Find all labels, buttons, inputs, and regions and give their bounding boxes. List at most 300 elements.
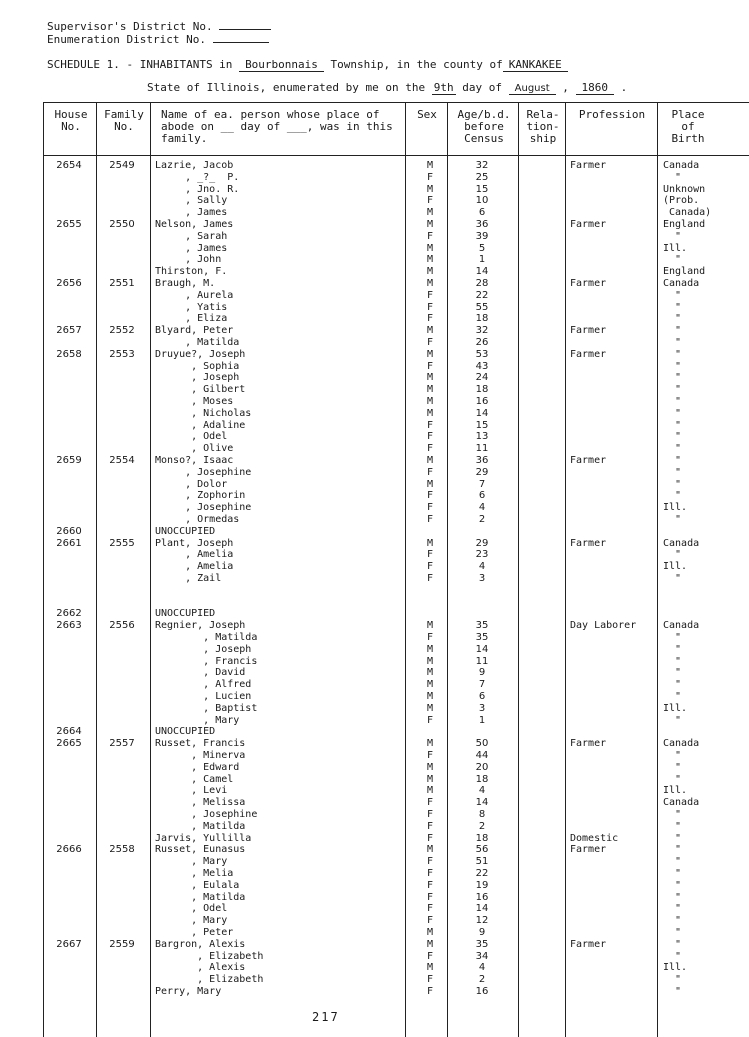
person-name: , Elizabeth bbox=[155, 974, 264, 986]
person-name: , Alfred bbox=[155, 679, 252, 691]
age: 4 bbox=[478, 785, 486, 797]
enumeration-district-blank bbox=[213, 42, 269, 43]
place-of-birth: " bbox=[663, 927, 682, 938]
place-of-birth: England bbox=[663, 219, 706, 230]
place-of-birth: " bbox=[663, 891, 682, 903]
sex: F bbox=[426, 832, 434, 844]
house-number: 2666 bbox=[56, 844, 82, 856]
house-number: 2654 bbox=[56, 160, 82, 171]
person-name: Russet, Eunasus bbox=[155, 844, 246, 856]
place-of-birth: " bbox=[663, 868, 682, 879]
enumeration-month: August bbox=[509, 83, 556, 95]
place-of-birth: " bbox=[663, 455, 682, 466]
family-number: 2552 bbox=[109, 325, 135, 337]
age: 19 bbox=[475, 879, 489, 891]
table-row bbox=[0, 868, 749, 880]
age: 35 bbox=[475, 620, 489, 632]
table-row bbox=[0, 667, 749, 679]
place-of-birth: " bbox=[663, 974, 682, 986]
place-of-birth: Ill. bbox=[663, 702, 688, 714]
sex: F bbox=[426, 974, 434, 986]
column-header-age: Age/b.d. before Census bbox=[457, 108, 511, 145]
sex: F bbox=[426, 915, 434, 927]
sex: M bbox=[426, 242, 434, 254]
age: 20 bbox=[475, 761, 489, 773]
age: 4 bbox=[478, 962, 486, 974]
place-of-birth: Ill. bbox=[663, 785, 688, 797]
sex: M bbox=[426, 207, 434, 219]
sex: F bbox=[426, 820, 434, 832]
place-of-birth: " bbox=[663, 337, 682, 348]
person-name: , Josephine bbox=[155, 809, 258, 820]
age: 34 bbox=[475, 950, 489, 962]
age: 24 bbox=[475, 372, 489, 384]
year-separator: , bbox=[562, 81, 569, 94]
table-row bbox=[0, 455, 749, 467]
age: 10 bbox=[475, 195, 489, 207]
table-row bbox=[0, 774, 749, 786]
state-prefix: State of Illinois, enumerated by me on the bbox=[147, 81, 426, 94]
person-name: Plant, Joseph bbox=[155, 537, 234, 549]
age: 12 bbox=[475, 915, 489, 927]
place-of-birth: " bbox=[663, 832, 682, 844]
person-name: , Melia bbox=[155, 868, 234, 879]
sex: F bbox=[426, 514, 434, 525]
sex: M bbox=[426, 537, 434, 549]
sex: F bbox=[426, 313, 434, 325]
table-row bbox=[0, 785, 749, 797]
place-of-birth: " bbox=[663, 632, 682, 643]
place-of-birth: " bbox=[663, 750, 682, 761]
place-of-birth: " bbox=[663, 254, 682, 266]
family-number: 2549 bbox=[109, 160, 135, 171]
column-header-birth: Place of Birth bbox=[671, 108, 705, 145]
sex: F bbox=[426, 561, 434, 573]
person-name: Nelson, James bbox=[155, 219, 234, 230]
person-name: , James bbox=[155, 242, 228, 254]
place-of-birth: " bbox=[663, 655, 682, 667]
table-row bbox=[0, 573, 749, 585]
person-name: , Baptist bbox=[155, 702, 258, 714]
sex: M bbox=[426, 219, 434, 230]
age: 3 bbox=[478, 573, 486, 584]
age: 15 bbox=[475, 183, 489, 195]
age: 22 bbox=[475, 868, 489, 879]
person-name: , David bbox=[155, 667, 246, 679]
family-number: 2550 bbox=[109, 219, 135, 230]
profession: Farmer bbox=[570, 160, 607, 171]
end-dot: . bbox=[620, 81, 628, 94]
age: 13 bbox=[475, 431, 489, 443]
person-name: , Jno. R. bbox=[155, 183, 240, 195]
sex: F bbox=[426, 750, 434, 761]
person-name: Bargron, Alexis bbox=[155, 938, 246, 950]
table-row bbox=[0, 608, 749, 620]
sex: F bbox=[426, 337, 434, 348]
column-header-house: House No. bbox=[54, 108, 88, 133]
age: 2 bbox=[478, 820, 486, 832]
person-name: , Mary bbox=[155, 714, 240, 726]
table-row bbox=[0, 856, 749, 868]
table-row bbox=[0, 172, 749, 184]
sex: M bbox=[426, 266, 434, 278]
person-name: , Odel bbox=[155, 431, 228, 443]
age: 7 bbox=[478, 478, 486, 490]
person-name: , Minerva bbox=[155, 750, 246, 761]
place-of-birth: " bbox=[663, 903, 682, 915]
table-row bbox=[0, 408, 749, 420]
person-name: , Amelia bbox=[155, 561, 234, 573]
table-row bbox=[0, 384, 749, 396]
family-number: 2557 bbox=[109, 738, 135, 750]
place-of-birth: " bbox=[663, 419, 682, 431]
person-name: UNOCCUPIED bbox=[155, 525, 216, 537]
sex: M bbox=[426, 785, 434, 797]
profession: Day Laborer bbox=[570, 620, 637, 632]
sex: M bbox=[426, 927, 434, 938]
person-name: , Yatis bbox=[155, 301, 228, 313]
sex: F bbox=[426, 360, 434, 372]
sex: F bbox=[426, 891, 434, 903]
age: 28 bbox=[475, 278, 489, 289]
age: 14 bbox=[475, 643, 489, 655]
person-name: Perry, Mary bbox=[155, 986, 222, 997]
person-name: , Elizabeth bbox=[155, 950, 264, 962]
age: 6 bbox=[478, 691, 486, 702]
age: 4 bbox=[478, 561, 486, 573]
sex: F bbox=[426, 301, 434, 313]
table-row bbox=[0, 266, 749, 278]
person-name: , Edward bbox=[155, 761, 240, 773]
person-name: , Lucien bbox=[155, 691, 252, 702]
place-of-birth: " bbox=[663, 691, 682, 702]
profession: Farmer bbox=[570, 844, 607, 856]
table-row bbox=[0, 278, 749, 290]
profession: Farmer bbox=[570, 455, 607, 466]
house-number: 2657 bbox=[56, 325, 82, 337]
sex: M bbox=[426, 396, 434, 407]
person-name: UNOCCUPIED bbox=[155, 608, 216, 620]
age: 16 bbox=[475, 396, 489, 407]
house-number: 2661 bbox=[56, 537, 82, 549]
table-row bbox=[0, 490, 749, 502]
table-row bbox=[0, 219, 749, 231]
sex: M bbox=[426, 160, 434, 171]
place-of-birth: " bbox=[663, 809, 682, 820]
table-row bbox=[0, 656, 749, 668]
place-of-birth: " bbox=[663, 396, 682, 407]
table-row bbox=[0, 302, 749, 314]
age: 1 bbox=[478, 254, 486, 266]
place-of-birth: " bbox=[663, 986, 682, 997]
person-name: , Amelia bbox=[155, 549, 234, 561]
sex: F bbox=[426, 502, 434, 514]
place-of-birth: " bbox=[663, 431, 682, 443]
person-name: , Odel bbox=[155, 903, 228, 915]
table-row bbox=[0, 915, 749, 927]
schedule-prefix: SCHEDULE 1. - INHABITANTS in bbox=[47, 58, 233, 71]
sex: M bbox=[426, 278, 434, 289]
table-row bbox=[0, 538, 749, 550]
person-name: , Matilda bbox=[155, 632, 258, 643]
table-row bbox=[0, 160, 749, 172]
place-of-birth: " bbox=[663, 549, 682, 561]
schedule-line bbox=[47, 58, 568, 72]
sex: F bbox=[426, 443, 434, 455]
person-name: Jarvis, Yullilla bbox=[155, 832, 252, 844]
profession: Farmer bbox=[570, 348, 607, 360]
table-row bbox=[0, 254, 749, 266]
sex: F bbox=[426, 856, 434, 868]
family-number: 2551 bbox=[109, 278, 135, 289]
place-of-birth: " bbox=[663, 950, 682, 962]
sex: F bbox=[426, 632, 434, 643]
place-of-birth: Canada bbox=[663, 620, 700, 632]
age: 22 bbox=[475, 289, 489, 301]
sex: M bbox=[426, 938, 434, 950]
age: 29 bbox=[475, 537, 489, 549]
age: 14 bbox=[475, 903, 489, 915]
supervisor-district-blank bbox=[219, 29, 271, 30]
table-row bbox=[0, 750, 749, 762]
table-row bbox=[0, 420, 749, 432]
age: 11 bbox=[475, 443, 489, 455]
place-of-birth: (Prob. bbox=[663, 195, 700, 207]
person-name: , Gilbert bbox=[155, 384, 246, 396]
sex: M bbox=[426, 691, 434, 702]
place-of-birth: " bbox=[663, 643, 682, 655]
person-name: UNOCCUPIED bbox=[155, 726, 216, 738]
table-row bbox=[0, 313, 749, 325]
person-name: Monso?, Isaac bbox=[155, 455, 234, 466]
age: 36 bbox=[475, 219, 489, 230]
profession: Farmer bbox=[570, 278, 607, 289]
township-name: Bourbonnais bbox=[239, 58, 324, 72]
table-row bbox=[0, 927, 749, 939]
age: 32 bbox=[475, 325, 489, 337]
age: 15 bbox=[475, 419, 489, 431]
sex: F bbox=[426, 466, 434, 478]
sex: F bbox=[426, 986, 434, 997]
place-of-birth: " bbox=[663, 773, 682, 785]
place-of-birth: Ill. bbox=[663, 962, 688, 974]
age: 6 bbox=[478, 207, 486, 219]
person-name: , Nicholas bbox=[155, 407, 252, 419]
house-number: 2659 bbox=[56, 455, 82, 466]
sex: M bbox=[426, 643, 434, 655]
table-row bbox=[0, 443, 749, 455]
age: 55 bbox=[475, 301, 489, 313]
family-number: 2559 bbox=[109, 938, 135, 950]
person-name: , Alexis bbox=[155, 962, 246, 974]
person-name: , Zail bbox=[155, 573, 222, 584]
enumeration-day: 9th bbox=[433, 81, 454, 94]
age: 2 bbox=[478, 974, 486, 986]
table-row bbox=[0, 880, 749, 892]
person-name: , Matilda bbox=[155, 337, 240, 348]
table-row bbox=[0, 325, 749, 337]
place-of-birth: Canada bbox=[663, 738, 700, 750]
person-name: Druyue?, Joseph bbox=[155, 348, 246, 360]
state-line bbox=[147, 81, 627, 95]
column-header-profession: Profession bbox=[578, 108, 646, 121]
place-of-birth: " bbox=[663, 372, 682, 384]
sex: F bbox=[426, 549, 434, 561]
sex: M bbox=[426, 773, 434, 785]
age: 9 bbox=[478, 667, 486, 679]
age: 16 bbox=[475, 891, 489, 903]
age: 56 bbox=[475, 844, 489, 856]
table-row bbox=[0, 986, 749, 998]
place-of-birth: " bbox=[663, 844, 682, 856]
table-row bbox=[0, 597, 749, 609]
table-row bbox=[0, 738, 749, 750]
person-name: , Sally bbox=[155, 195, 228, 207]
place-of-birth: " bbox=[663, 407, 682, 419]
enumeration-district-label: Enumeration District No. bbox=[47, 33, 206, 46]
house-number: 2663 bbox=[56, 620, 82, 632]
family-number: 2553 bbox=[109, 348, 135, 360]
sex: F bbox=[426, 809, 434, 820]
place-of-birth: " bbox=[663, 478, 682, 490]
person-name: , Sophia bbox=[155, 360, 240, 372]
sex: F bbox=[426, 230, 434, 242]
sex: M bbox=[426, 325, 434, 337]
house-number: 2665 bbox=[56, 738, 82, 750]
sex: F bbox=[426, 419, 434, 431]
table-row bbox=[0, 231, 749, 243]
table-row bbox=[0, 290, 749, 302]
table-row bbox=[0, 526, 749, 538]
place-of-birth: " bbox=[663, 679, 682, 691]
table-row bbox=[0, 195, 749, 207]
table-row bbox=[0, 372, 749, 384]
age: 1 bbox=[478, 714, 486, 726]
sex: M bbox=[426, 667, 434, 679]
sex: M bbox=[426, 962, 434, 974]
place-of-birth: Canada bbox=[663, 160, 700, 171]
place-of-birth: Ill. bbox=[663, 242, 688, 254]
house-number: 2667 bbox=[56, 938, 82, 950]
table-row bbox=[0, 502, 749, 514]
person-name: Lazrie, Jacob bbox=[155, 160, 234, 171]
house-number: 2656 bbox=[56, 278, 82, 289]
age: 26 bbox=[475, 337, 489, 348]
age: 29 bbox=[475, 466, 489, 478]
age: 23 bbox=[475, 549, 489, 561]
place-of-birth: " bbox=[663, 171, 682, 183]
column-header-name: Name of ea. person whose place of abode on __ day of ___, was in this family. bbox=[161, 108, 393, 145]
supervisor-district-line bbox=[47, 20, 271, 33]
age: 14 bbox=[475, 797, 489, 809]
sex: M bbox=[426, 183, 434, 195]
place-of-birth: " bbox=[663, 289, 682, 301]
place-of-birth: Unknown bbox=[663, 183, 706, 195]
table-row bbox=[0, 207, 749, 219]
person-name: , Joseph bbox=[155, 643, 252, 655]
place-of-birth: Canada) bbox=[663, 207, 712, 219]
place-of-birth: " bbox=[663, 443, 682, 455]
profession: Farmer bbox=[570, 738, 607, 750]
table-row bbox=[0, 585, 749, 597]
person-name: , Sarah bbox=[155, 230, 228, 242]
place-of-birth: Canada bbox=[663, 278, 700, 289]
sex: M bbox=[426, 620, 434, 632]
table-row bbox=[0, 833, 749, 845]
table-row bbox=[0, 974, 749, 986]
sex: M bbox=[426, 254, 434, 266]
table-row bbox=[0, 962, 749, 974]
enumeration-district-line bbox=[47, 33, 269, 46]
sex: F bbox=[426, 195, 434, 207]
house-number: 2664 bbox=[56, 726, 82, 738]
table-row bbox=[0, 349, 749, 361]
profession: Farmer bbox=[570, 938, 607, 950]
place-of-birth: Ill. bbox=[663, 502, 688, 514]
profession: Farmer bbox=[570, 325, 607, 337]
person-name: , James bbox=[155, 207, 228, 219]
sex: F bbox=[426, 714, 434, 726]
age: 9 bbox=[478, 927, 486, 938]
table-row bbox=[0, 821, 749, 833]
table-row bbox=[0, 939, 749, 951]
place-of-birth: " bbox=[663, 938, 682, 950]
age: 18 bbox=[475, 313, 489, 325]
age: 18 bbox=[475, 832, 489, 844]
person-name: , Josephine bbox=[155, 466, 252, 478]
profession: Domestic bbox=[570, 832, 619, 844]
place-of-birth: " bbox=[663, 490, 682, 502]
place-of-birth: " bbox=[663, 915, 682, 927]
county-name: KANKAKEE bbox=[503, 58, 568, 72]
place-of-birth: Canada bbox=[663, 797, 700, 809]
sex: F bbox=[426, 573, 434, 584]
profession: Farmer bbox=[570, 219, 607, 230]
enumeration-year: 1860 bbox=[576, 81, 615, 95]
person-name: Braugh, M. bbox=[155, 278, 216, 289]
table-row bbox=[0, 844, 749, 856]
table-row bbox=[0, 679, 749, 691]
age: 35 bbox=[475, 632, 489, 643]
table-row bbox=[0, 691, 749, 703]
place-of-birth: " bbox=[663, 820, 682, 832]
age: 18 bbox=[475, 773, 489, 785]
age: 50 bbox=[475, 738, 489, 750]
sex: F bbox=[426, 903, 434, 915]
age: 3 bbox=[478, 702, 486, 714]
person-name: , Peter bbox=[155, 927, 234, 938]
place-of-birth: " bbox=[663, 714, 682, 726]
table-row bbox=[0, 514, 749, 526]
age: 53 bbox=[475, 348, 489, 360]
age: 4 bbox=[478, 502, 486, 514]
person-name: , Eulala bbox=[155, 879, 240, 891]
age: 14 bbox=[475, 266, 489, 278]
age: 32 bbox=[475, 160, 489, 171]
sex: M bbox=[426, 655, 434, 667]
person-name: Thirston, F. bbox=[155, 266, 228, 278]
house-number: 2655 bbox=[56, 219, 82, 230]
age: 5 bbox=[478, 242, 486, 254]
age: 11 bbox=[475, 655, 489, 667]
table-row bbox=[0, 903, 749, 915]
age: 25 bbox=[475, 171, 489, 183]
person-name: , Melissa bbox=[155, 797, 246, 809]
place-of-birth: " bbox=[663, 573, 682, 584]
sex: M bbox=[426, 844, 434, 856]
place-of-birth: " bbox=[663, 360, 682, 372]
house-number: 2660 bbox=[56, 525, 82, 537]
